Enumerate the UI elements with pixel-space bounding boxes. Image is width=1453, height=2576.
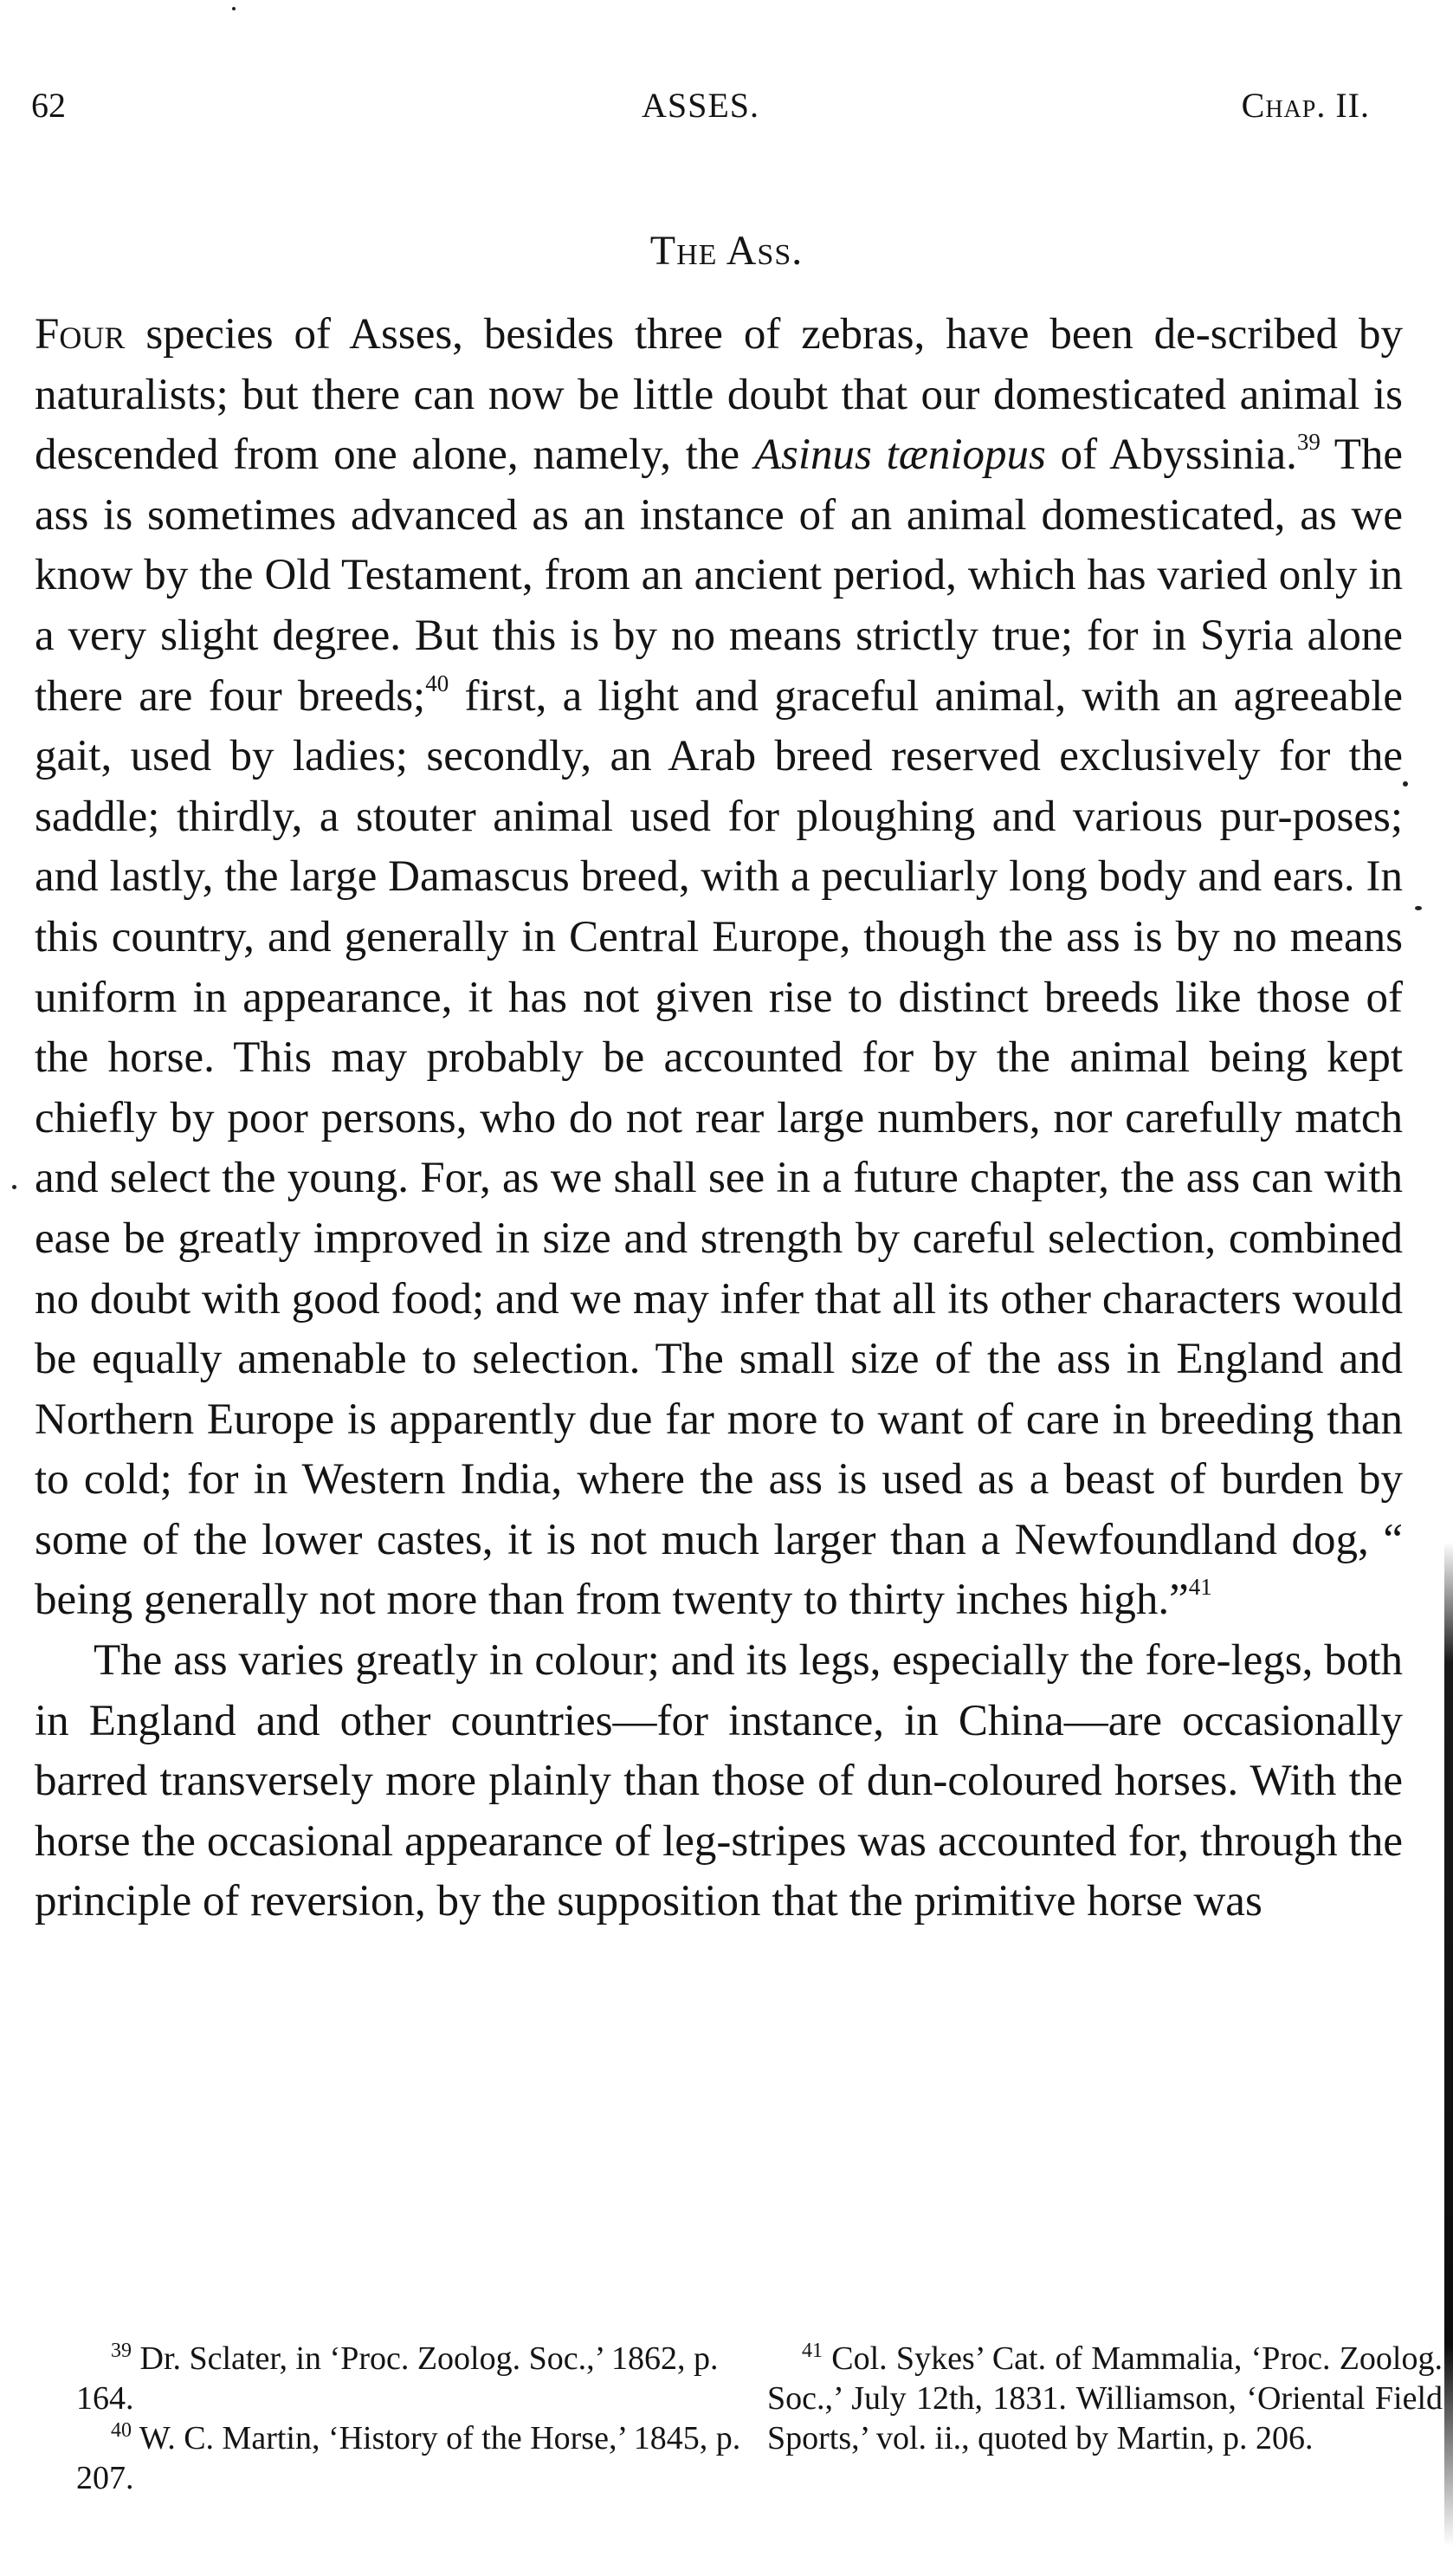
footnotes-left-column — [76, 2339, 760, 2498]
body-text — [35, 305, 1403, 1932]
section-title: The Ass. — [649, 228, 804, 274]
ink-speck — [12, 1185, 16, 1189]
running-header — [31, 85, 1370, 137]
ink-speck — [232, 7, 236, 10]
page-number: 62 — [31, 86, 66, 125]
species-name: Asinus tæniopus — [753, 430, 1046, 480]
ink-speck — [1403, 781, 1408, 786]
footnote-39 — [76, 2339, 760, 2418]
footnote-40 — [76, 2418, 760, 2498]
ink-speck — [1415, 906, 1422, 910]
footnote-41 — [767, 2339, 1443, 2458]
footnote-ref-41[interactable]: 41 — [1188, 1574, 1212, 1601]
paragraph-lead-word: Four — [35, 310, 126, 359]
footnote-39-text: Dr. Sclater, in ‘Proc. Zoolog. Soc.,’ 1862, p. 164. — [76, 2340, 719, 2417]
page-edge-shadow — [1444, 1542, 1453, 2547]
footnote-ref-40[interactable]: 40 — [425, 670, 449, 696]
footnotes-right-column — [767, 2339, 1443, 2458]
paragraph-2: The ass varies greatly in colour; and its legs, especially the fore-legs, both in England and other countries—for instance, in China—are occasionally barred transversely more plainly than those of dun-coloured horses. With the horse the occasional appearance of leg-stripes was accounted for, through the principle of reversion, by the supposition that the primitive horse was — [35, 1636, 1403, 1926]
footnote-ref-39[interactable]: 39 — [1296, 429, 1321, 456]
chapter-label: Chap. II. — [1241, 86, 1370, 125]
paragraph-1-text-b: of Abyssinia. — [1045, 430, 1297, 480]
paragraph-1 — [35, 305, 1403, 1631]
paragraph-1-text-a: species of Asses, besides three of zebras, have been de-scribed by naturalists; but there can now be little doubt that our domesticated animal is descended from one alone, namely, the — [35, 310, 1403, 480]
footnote-40-text: W. C. Martin, ‘History of the Horse,’ 1845, p. 207. — [76, 2420, 741, 2496]
running-title: ASSES. — [641, 86, 760, 125]
paragraph-1-text-c: The ass is sometimes advanced as an instance of an animal domesticated, as we know by the Old Testament, from an ancient period, which has varied only in a very slight degree. But this is by no means strictly true; for in Syria alone there are four breeds; — [35, 430, 1404, 721]
footnote-mark-41: 41 — [802, 2340, 823, 2362]
footnote-mark-40: 40 — [111, 2419, 132, 2442]
paragraph-1-text-d: first, a light and graceful animal, with an agreeable gait, used by ladies; secondly, an Arab breed reserved exclusively for the saddle; thirdly, a stouter animal used for ploughing and various pur-poses; and lastly, the large Damascus breed, with a peculiarly long body and ears. In this country, and generally in Central Europe, though the ass is by no means uniform in appearance, it has not given rise to distinct breeds like those of the horse. This may probably be accounted for by the animal being kept chiefly by poor persons, who do not rear large numbers, nor carefully match and select the young. For, as we shall see in a future chapter, the ass can with ease be greatly improved in size and strength by careful selection, combined no doubt with good food; and we may infer that all its other characters would be equally amenable to selection. The small size of the ass in England and Northern Europe is apparently due far more to want of care in breeding than to cold; for in Western India, where the ass is used as a beast of burden by some of the lower castes, it is not much larger than a Newfoundland dog, “ being generally not more than from twenty to thirty inches high.” — [35, 671, 1403, 1625]
footnote-41-text: Col. Sykes’ Cat. of Mammalia, ‘Proc. Zoolog. Soc.,’ July 12th, 1831. Williamson, ‘Oriental Field Sports,’ vol. ii., quoted by Martin, p. 206. — [767, 2340, 1443, 2456]
footnote-mark-39: 39 — [111, 2340, 132, 2362]
